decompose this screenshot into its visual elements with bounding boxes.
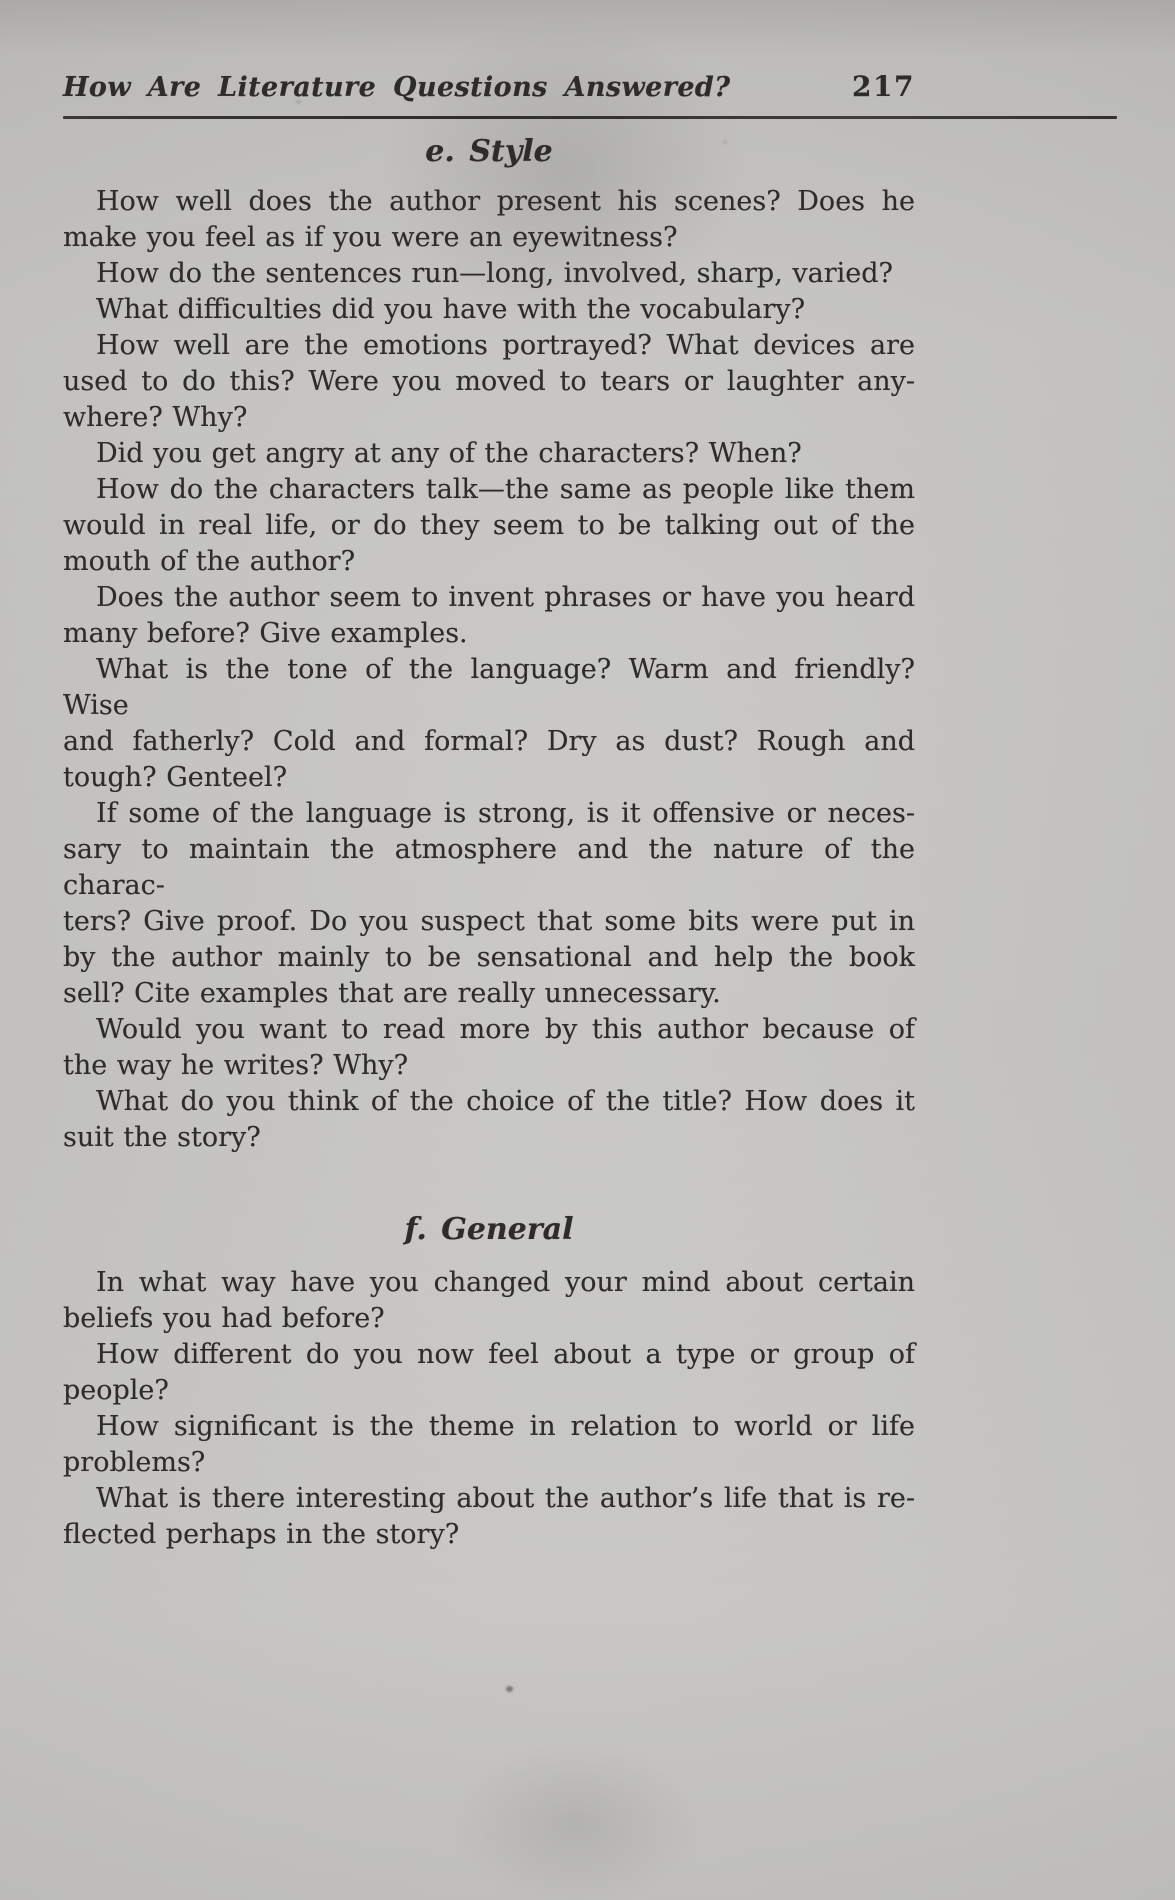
paragraph: [63, 184, 915, 256]
text-line: problems?: [63, 1447, 206, 1478]
text-line: many before? Give examples.: [63, 618, 468, 649]
paragraph: [63, 472, 915, 580]
text-line: beliefs you had before?: [63, 1303, 385, 1334]
paragraph: [63, 652, 915, 796]
text-line: by the author mainly to be sensational and help the book: [63, 942, 915, 973]
paragraph: [63, 796, 915, 1012]
paragraph: [63, 292, 915, 328]
paragraph: [63, 1409, 915, 1481]
running-header-title: How Are Literature Questions Answered?: [63, 72, 731, 103]
running-header: [63, 70, 915, 105]
text-line: sary to maintain the atmosphere and the nature of the charac-: [63, 834, 915, 901]
section-heading-general: f. General: [404, 1212, 574, 1247]
text-line: What is the tone of the language? Warm and friendly? Wise: [63, 654, 915, 721]
paragraph: [63, 256, 915, 292]
paragraph: [63, 436, 915, 472]
page-content: [63, 70, 915, 1553]
paragraph: [63, 1012, 915, 1084]
header-rule: [63, 116, 1117, 119]
text-line: How do the characters talk—the same as people like them: [96, 474, 915, 505]
text-line: make you feel as if you were an eyewitness?: [63, 222, 678, 253]
text-line: where? Why?: [63, 402, 248, 433]
paragraph: [63, 1337, 915, 1409]
text-line: tough? Genteel?: [63, 762, 288, 793]
section-style-body: [63, 184, 915, 1156]
text-line: What do you think of the choice of the title? How does it: [96, 1086, 915, 1117]
text-line: the way he writes? Why?: [63, 1050, 409, 1081]
section-heading-style: e. Style: [425, 134, 553, 169]
paragraph: [63, 1265, 915, 1337]
text-line: How do the sentences run—long, involved, sharp, varied?: [96, 258, 893, 289]
text-line: sell? Cite examples that are really unnecessary.: [63, 978, 721, 1009]
text-line: mouth of the author?: [63, 546, 356, 577]
text-line: In what way have you changed your mind about certain: [96, 1267, 915, 1298]
text-line: people?: [63, 1375, 169, 1406]
text-line: Does the author seem to invent phrases or have you heard: [96, 582, 915, 613]
text-line: flected perhaps in the story?: [63, 1519, 460, 1550]
text-line: suit the story?: [63, 1122, 261, 1153]
text-line: How different do you now feel about a type or group of: [96, 1339, 915, 1370]
text-line: Did you get angry at any of the characters? When?: [96, 438, 802, 469]
paper-speck: [506, 1686, 513, 1692]
paragraph: [63, 1084, 915, 1156]
text-line: Would you want to read more by this author because of: [96, 1014, 915, 1045]
text-line: ters? Give proof. Do you suspect that some bits were put in: [63, 906, 915, 937]
paragraph: [63, 1481, 915, 1553]
text-line: and fatherly? Cold and formal? Dry as dust? Rough and: [63, 726, 915, 757]
paragraph: [63, 328, 915, 436]
text-line: used to do this? Were you moved to tears or laughter any-: [63, 366, 915, 397]
section-general-body: [63, 1265, 915, 1553]
text-line: How significant is the theme in relation to world or life: [96, 1411, 915, 1442]
text-line: If some of the language is strong, is it offensive or neces-: [96, 798, 915, 829]
text-line: How well does the author present his scenes? Does he: [96, 186, 915, 217]
page-number: 217: [852, 70, 915, 103]
text-line: would in real life, or do they seem to be talking out of the: [63, 510, 915, 541]
text-line: How well are the emotions portrayed? What devices are: [96, 330, 915, 361]
paragraph: [63, 580, 915, 652]
text-line: What is there interesting about the author’s life that is re-: [96, 1483, 915, 1514]
text-line: What difficulties did you have with the vocabulary?: [96, 294, 806, 325]
